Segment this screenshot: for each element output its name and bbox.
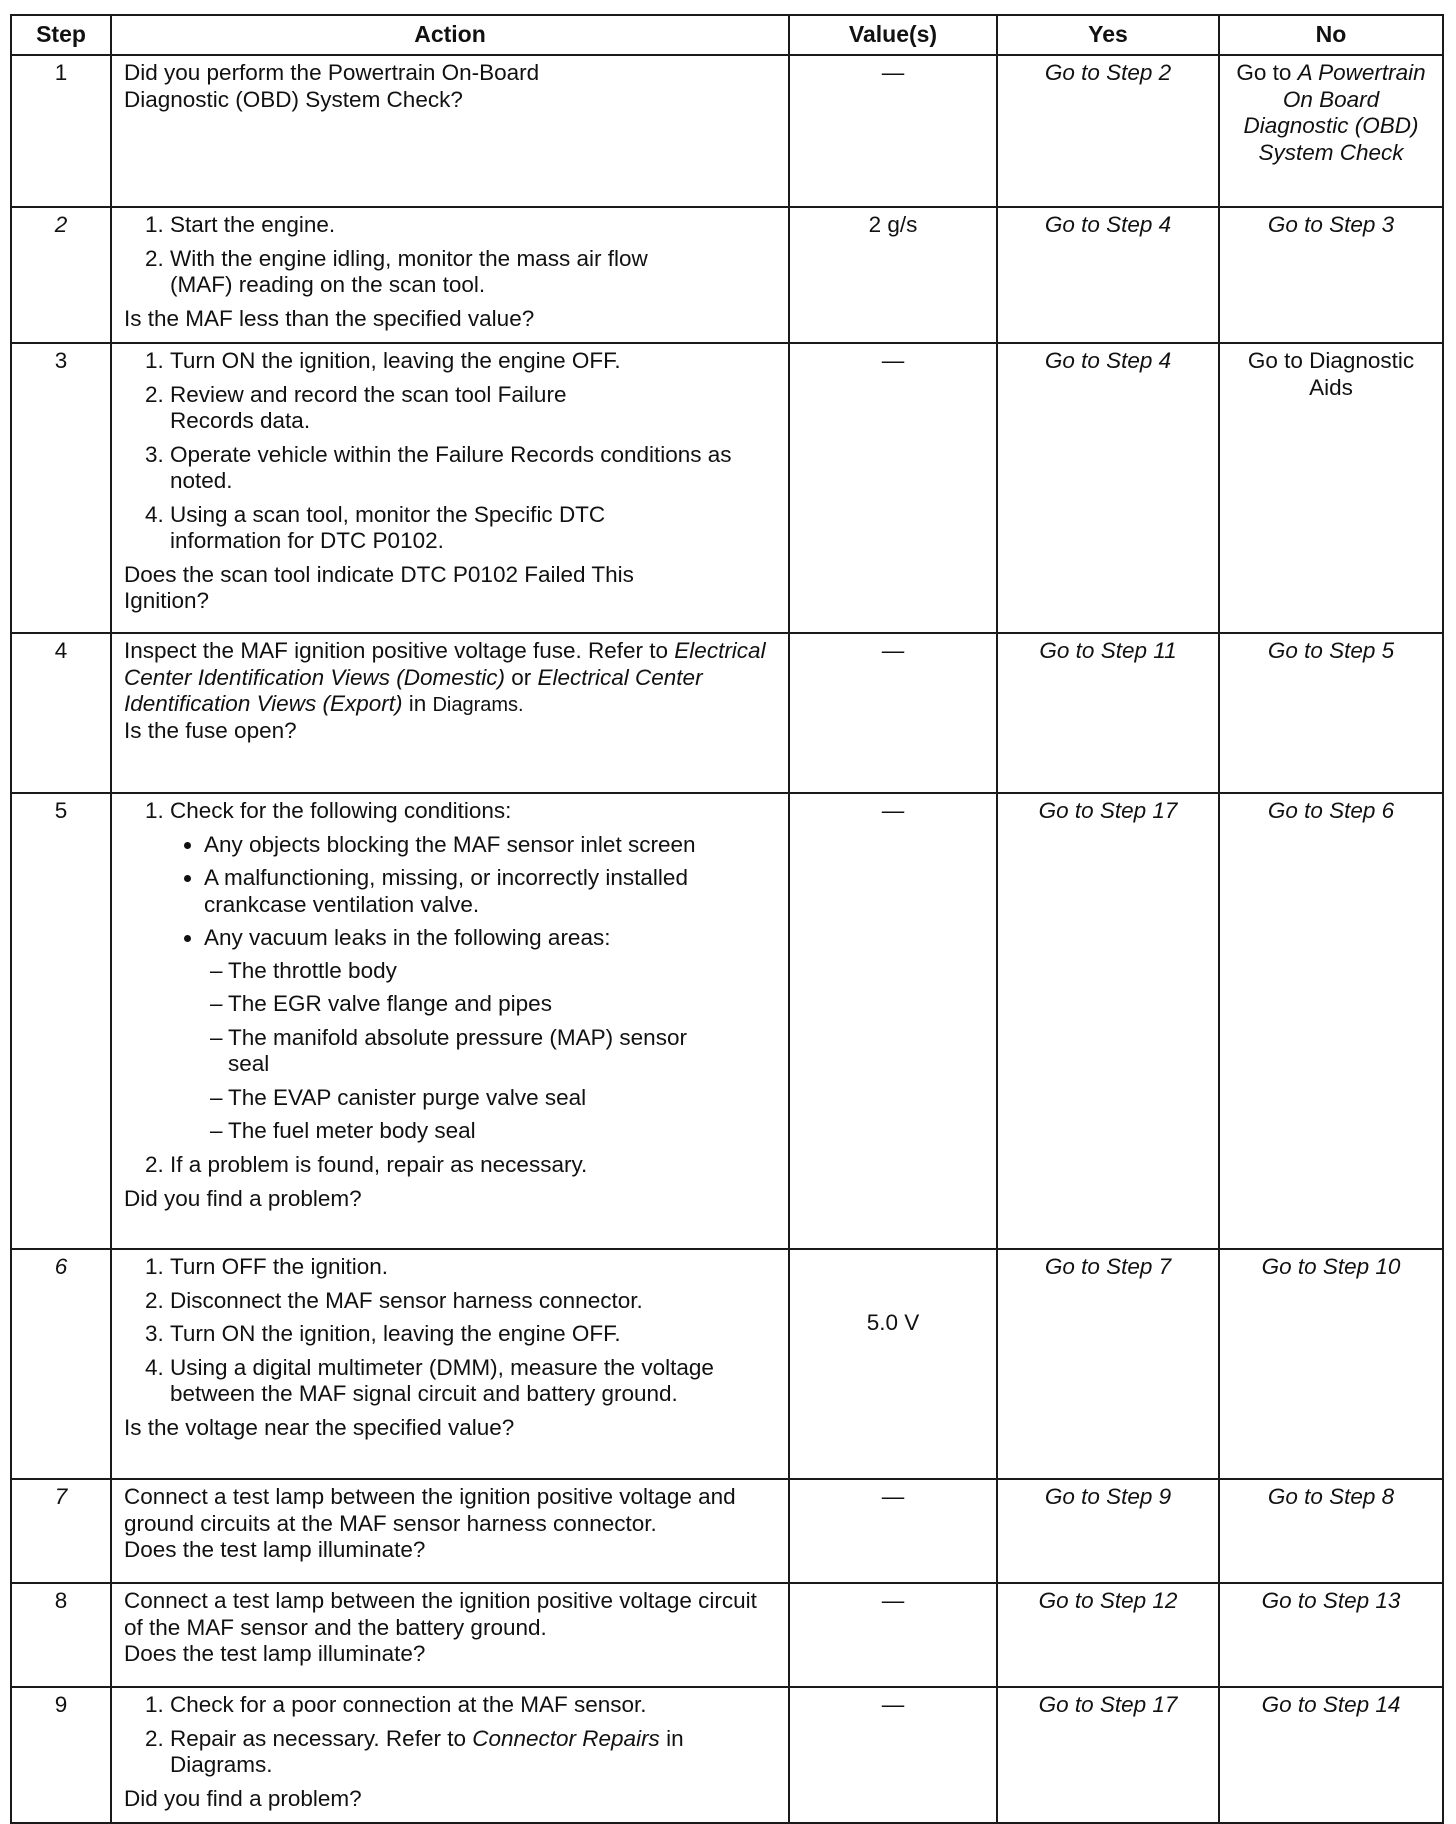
value-cell: — — [789, 343, 997, 633]
condition-item: • A malfunctioning, missing, or incorrectly installed crankcase ventilation valve. — [204, 865, 776, 918]
action-step-text: Check for the following conditions: — [170, 798, 512, 823]
action-steps — [124, 798, 776, 1179]
yes-cell: Go to Step 9 — [997, 1479, 1219, 1583]
no-cell: Go to Step 6 — [1219, 793, 1443, 1249]
no-cell: Go to Step 14 — [1219, 1687, 1443, 1823]
action-cell — [111, 343, 789, 633]
area-item: – The EVAP canister purge valve seal — [228, 1085, 776, 1112]
action-question: Does the test lamp illuminate? — [124, 1537, 426, 1563]
reference-connector-repairs: Connector Repairs — [472, 1725, 660, 1751]
step-number: 3 — [11, 343, 111, 633]
table-row — [11, 633, 1443, 793]
table-row — [11, 207, 1443, 343]
step-number: 2 — [11, 207, 111, 343]
action-step: 4. Using a digital multimeter (DMM), measure the voltage between the MAF signal circuit and battery ground. — [170, 1355, 776, 1408]
action-step: 3. Turn ON the ignition, leaving the engine OFF. — [170, 1321, 776, 1348]
no-reference: A Powertrain On Board Diagnostic (OBD) System Check — [1243, 60, 1426, 165]
no-cell: Go to Diagnostic Aids — [1219, 343, 1443, 633]
no-cell — [1219, 55, 1443, 207]
action-cell — [111, 207, 789, 343]
action-step — [170, 798, 776, 1145]
action-text: Connect a test lamp between the ignition positive voltage circuit of the MAF sensor and the battery ground. — [124, 1588, 757, 1640]
action-question: Is the fuse open? — [124, 717, 297, 743]
table-row — [11, 55, 1443, 207]
header-action: Action — [111, 15, 789, 55]
action-text-part: or — [504, 664, 538, 690]
yes-cell: Go to Step 7 — [997, 1249, 1219, 1479]
diagnostic-table — [10, 14, 1444, 1824]
action-cell — [111, 793, 789, 1249]
action-question: Did you find a problem? — [124, 1185, 362, 1211]
action-steps — [124, 348, 776, 555]
reference-domestic: Electrical Center Identification Views (Domestic) — [124, 638, 766, 690]
step-number: 9 — [11, 1687, 111, 1823]
action-step: 2. With the engine idling, monitor the mass air flow (MAF) reading on the scan tool. — [170, 246, 776, 299]
no-prefix: Go to — [1236, 60, 1298, 85]
action-cell — [111, 1583, 789, 1687]
action-text: Connect a test lamp between the ignition positive voltage and ground circuits at the MAF sensor harness connector. — [124, 1484, 736, 1536]
action-cell — [111, 55, 789, 207]
value-cell: 5.0 V — [789, 1249, 997, 1479]
table-row — [11, 1249, 1443, 1479]
action-text — [124, 638, 776, 718]
no-cell: Go to Step 8 — [1219, 1479, 1443, 1583]
area-item: – The manifold absolute pressure (MAP) sensor seal — [228, 1025, 776, 1078]
action-steps — [124, 1692, 776, 1779]
header-yes: Yes — [997, 15, 1219, 55]
header-values: Value(s) — [789, 15, 997, 55]
action-text-part: Inspect the MAF ignition positive voltage fuse. Refer to — [124, 638, 675, 663]
action-step: 1. Turn ON the ignition, leaving the engine OFF. — [170, 348, 776, 375]
step-number: 1 — [11, 55, 111, 207]
value-cell: — — [789, 1583, 997, 1687]
yes-cell: Go to Step 4 — [997, 343, 1219, 633]
action-question: Is the voltage near the specified value? — [124, 1414, 515, 1440]
action-cell — [111, 1249, 789, 1479]
action-question: Does the scan tool indicate DTC P0102 Failed This Ignition? — [124, 561, 634, 614]
action-step: 1. Check for a poor connection at the MAF sensor. — [170, 1692, 776, 1719]
table-row — [11, 1479, 1443, 1583]
table-row — [11, 1687, 1443, 1823]
step-number: 8 — [11, 1583, 111, 1687]
action-question: Did you find a problem? — [124, 1785, 362, 1811]
table-row — [11, 343, 1443, 633]
yes-cell: Go to Step 2 — [997, 55, 1219, 207]
action-steps — [124, 212, 776, 299]
area-item: – The EGR valve flange and pipes — [228, 991, 776, 1018]
step-number: 6 — [11, 1249, 111, 1479]
condition-item: • Any objects blocking the MAF sensor inlet screen — [204, 832, 776, 859]
area-item: – The fuel meter body seal — [228, 1118, 776, 1145]
header-no: No — [1219, 15, 1443, 55]
value-cell: — — [789, 793, 997, 1249]
action-step: 1. Start the engine. — [170, 212, 776, 239]
action-step: 2. Disconnect the MAF sensor harness connector. — [170, 1288, 776, 1315]
no-cell: Go to Step 13 — [1219, 1583, 1443, 1687]
yes-cell: Go to Step 12 — [997, 1583, 1219, 1687]
no-cell: Go to Step 3 — [1219, 207, 1443, 343]
action-text-part: in — [402, 691, 433, 717]
condition-item — [204, 925, 776, 1145]
action-step: 2. Review and record the scan tool Failure Records data. — [170, 382, 776, 435]
area-list — [204, 958, 776, 1145]
yes-cell: Go to Step 17 — [997, 1687, 1219, 1823]
value-cell: — — [789, 55, 997, 207]
yes-cell: Go to Step 17 — [997, 793, 1219, 1249]
action-step: 1. Turn OFF the ignition. — [170, 1254, 776, 1281]
action-question: Did you perform the Powertrain On-Board Diagnostic (OBD) System Check? — [124, 60, 540, 112]
table-header — [11, 15, 1443, 55]
area-item: – The throttle body — [228, 958, 776, 985]
value-cell: — — [789, 1479, 997, 1583]
action-question: Is the MAF less than the specified value? — [124, 305, 535, 331]
step-number: 4 — [11, 633, 111, 793]
action-step-text: Repair as necessary. Refer to — [170, 1725, 473, 1751]
value-cell: 2 g/s — [789, 207, 997, 343]
action-cell — [111, 633, 789, 793]
no-cell: Go to Step 10 — [1219, 1249, 1443, 1479]
action-step-text: in Diagrams. — [170, 1725, 684, 1778]
action-step — [170, 1726, 776, 1779]
action-step: 2. If a problem is found, repair as necessary. — [170, 1152, 776, 1179]
value-cell: — — [789, 633, 997, 793]
condition-text: Any vacuum leaks in the following areas: — [204, 925, 611, 951]
condition-list — [170, 832, 776, 1145]
step-number: 7 — [11, 1479, 111, 1583]
table-row — [11, 1583, 1443, 1687]
value-cell: — — [789, 1687, 997, 1823]
action-step: 3. Operate vehicle within the Failure Records conditions as noted. — [170, 442, 776, 495]
table-row — [11, 793, 1443, 1249]
action-question: Does the test lamp illuminate? — [124, 1641, 426, 1667]
action-steps — [124, 1254, 776, 1408]
action-cell — [111, 1479, 789, 1583]
action-step: 4. Using a scan tool, monitor the Specific DTC information for DTC P0102. — [170, 502, 776, 555]
reference-export: Electrical Center Identification Views (Export) — [124, 664, 703, 717]
no-cell: Go to Step 5 — [1219, 633, 1443, 793]
header-step: Step — [11, 15, 111, 55]
step-number: 5 — [11, 793, 111, 1249]
yes-cell: Go to Step 4 — [997, 207, 1219, 343]
yes-cell: Go to Step 11 — [997, 633, 1219, 793]
action-text-part: Diagrams. — [432, 694, 524, 717]
action-cell — [111, 1687, 789, 1823]
